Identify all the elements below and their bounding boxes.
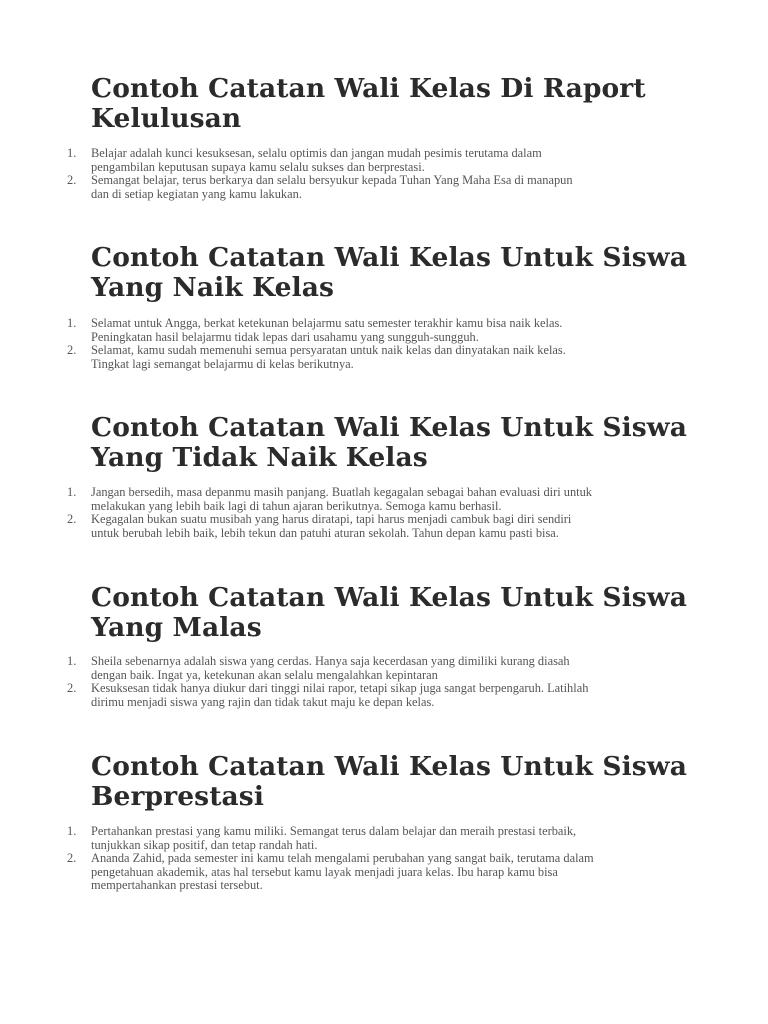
list-number: 2. [67,681,77,696]
list-item [0,174,691,201]
heading-line: Contoh Catatan Wali Kelas Di Raport [91,73,646,104]
item-text: Semangat belajar, terus berkarya dan selalu bersyukur kepada Tuhan Yang Maha Esa di manapun [91,173,573,188]
heading-line: Contoh Catatan Wali Kelas Untuk Siswa [91,242,687,273]
item-text: Selamat untuk Angga, berkat ketekunan belajarmu satu semester terakhir kamu bisa naik kelas. [91,316,563,330]
heading-line: Contoh Catatan Wali Kelas Untuk Siswa [91,751,687,782]
list-item [0,655,691,682]
heading-line: Yang Tidak Naik Kelas [91,442,428,473]
list-number: 1. [67,146,77,160]
item-text: Pertahankan prestasi yang kamu miliki. Semangat terus dalam belajar dan meraih prestasi terbaik, [91,824,577,838]
list-item [0,852,691,893]
list-number: 1. [67,654,77,668]
item-text: mempertahankan prestasi tersebut. [91,878,263,893]
item-text: dirimu menjadi siswa yang rajin dan tidak takut maju ke depan kelas. [91,694,435,709]
list-number: 1. [67,316,77,330]
item-text: pengambilan keputusan supaya kamu selalu sukses dan berprestasi. [91,159,425,174]
numbered-list [0,486,768,540]
item-text: melakukan yang lebih baik lagi di tahun ajaran berikutnya. Semoga kamu berhasil. [91,498,502,513]
numbered-list [0,655,768,709]
list-item [0,317,691,344]
item-text: Jangan bersedih, masa depanmu masih panjang. Buatlah kegagalan sebagai bahan evaluasi diri untuk [91,485,592,499]
item-text: tunjukkan sikap positif, dan tetap randah hati. [91,837,318,852]
list-number: 1. [67,485,77,499]
list-item [0,682,691,709]
list-number: 2. [67,851,77,866]
section-heading [91,74,691,134]
item-text: untuk berubah lebih baik, lebih tekun dan patuhi aturan sekolah. Tahun depan kamu pasti bisa. [91,525,559,540]
list-number: 2. [67,512,77,527]
list-number: 2. [67,173,77,188]
heading-line: Yang Naik Kelas [91,272,335,303]
section-heading [91,752,691,812]
section-heading [91,413,691,473]
item-text: dengan baik. Ingat ya, ketekunan akan selalu mengalahkan kepintaran [91,667,438,682]
section-heading [91,243,691,303]
list-number: 2. [67,343,77,358]
list-item [0,344,691,371]
heading-line: Contoh Catatan Wali Kelas Untuk Siswa [91,412,687,443]
item-text: dan di setiap kegiatan yang kamu lakukan. [91,186,302,201]
list-number: 1. [67,824,77,838]
item-text: Kegagalan bukan suatu musibah yang harus diratapi, tapi harus menjadi cambuk bagi diri sendiri [91,512,572,527]
item-text: Tingkat lagi semangat belajarmu di kelas berikutnya. [91,356,354,371]
item-text: Sheila sebenarnya adalah siswa yang cerdas. Hanya saja kecerdasan yang dimiliki kurang diasah [91,654,570,668]
item-text: Ananda Zahid, pada semester ini kamu telah mengalami perubahan yang sangat baik, terutama dalam [91,851,594,866]
numbered-list [0,317,768,371]
item-text: pengetahuan akademik, atas hal tersebut kamu layak menjadi juara kelas. Ibu harap kamu bisa [91,864,558,879]
section-heading [91,583,691,643]
numbered-list [0,825,768,893]
item-text: Peningkatan hasil belajarmu tidak lepas dari usahamu yang sungguh-sungguh. [91,329,479,344]
list-item [0,486,691,513]
list-item [0,513,691,540]
numbered-list [0,147,768,201]
item-text: Belajar adalah kunci kesuksesan, selalu optimis dan jangan mudah pesimis terutama dalam [91,146,542,160]
list-item [0,147,691,174]
heading-line: Yang Malas [91,612,262,643]
heading-line: Contoh Catatan Wali Kelas Untuk Siswa [91,582,687,613]
heading-line: Kelulusan [91,103,242,134]
list-item [0,825,691,852]
heading-line: Berprestasi [91,781,264,812]
item-text: Selamat, kamu sudah memenuhi semua persyaratan untuk naik kelas dan dinyatakan naik kelas. [91,343,566,358]
item-text: Kesuksesan tidak hanya diukur dari tinggi nilai rapor, tetapi sikap juga sangat berpengaruh. Latihlah [91,681,589,696]
